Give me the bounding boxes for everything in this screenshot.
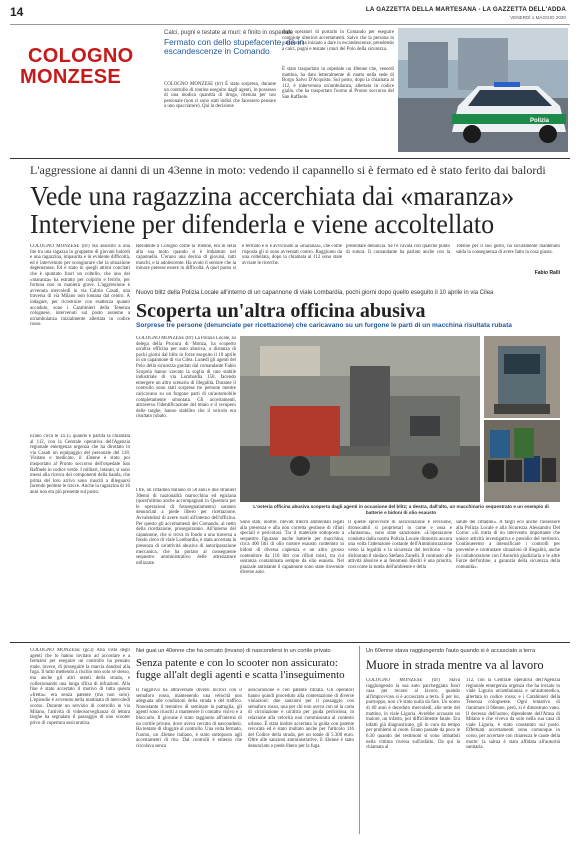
main-story-kicker: L'aggressione ai danni di un 43enne in moto: vedendo il capannello si è fermato ed è stato ferito dai balordi — [30, 163, 546, 177]
section-title-line1: COLOGNO — [28, 45, 134, 67]
machinery-photo — [484, 336, 560, 418]
officina-col5: salute dei cittadini». A fargli eco anche l'assessore alla Polizia Locale e alla Sicurezza Alessandro Del Corno: «Si tratta di un intervento importante che unisce attività investigativa e presidio del territorio. Continueremo a intensificare i controlli per prevenire e contrastare situazioni di illegalità, anche in collaborazione con l'Autorità giudiziaria e le altre Forze dell'ordine, a garanzia della sicurezza della comunità». — [456, 520, 560, 570]
officina-headline: Scoperta un'altra officina abusiva — [136, 300, 426, 322]
officina-col3: Sono stati, inoltre, rilevati illeciti ambientali legati alla presenza e alla non corretta gestione di rifiuti speciali e pericolosi. Tra il materiale sottoposto a sequestro figurano anche batterie per macchina, circa 400 litri di olio motore esausto contenuto in bidoni di diversa capienza e un altro grosso contenitore da 110 litri con rifiuti misti, tra cui sostanza contaminata sempre da olio esausto. Nel piazzale antistante il capannone sono state rinvenute diverse auto. — [240, 520, 344, 576]
section-title — [20, 46, 144, 88]
header-rule — [10, 24, 570, 25]
issue-date: VENERDÌ 1 MAGGIO 2020 — [510, 15, 566, 20]
machinery-illustration — [484, 336, 560, 418]
police-car-illustration — [398, 28, 568, 152]
officina-photo-caption: L'osteria officina abusiva scoperta dagli agenti in occasione del blitz; a destra, dall'alto, un macchinario sequestrato e un esempio di batterie e bidoni di olio esausto — [253, 504, 549, 515]
top-story-col2: degli operatori di portarlo in Comando per eseguire compiute ulteriori accertamenti. Salvo che la persona in questione ha iniziato a dare in escandescenze, prendendo a calci, pugni e testate i muri del Polo della sicurezza. — [282, 30, 394, 52]
top-story-headline: Fermato con dello stupefacente, dà in escandescenze in Comando — [164, 37, 305, 57]
lavoro-kicker: Un 60enne stava raggiungendo l'auto quando si è accasciato a terra — [366, 648, 535, 654]
officina-col2: I tre, un cittadino italiano di 50 anni e due stranieri 30enni di nazionalità marocchina ed egiziana (quest'ultimo anche accompagnati in Questura per le operazioni di fotosegnalamento) saranno denunciati a piede libero per ricettazione. Avvalendosi di avere ruoli all'interno dell'officina. Per questo gli accertamenti del Comando, al netto della ricettazione, proseguiranno. All'interno del capannone, che si trova in fondo a una traversa a fondo cieco di viale Lombardia, è stata accertata la presenza di un'attività abusiva di autoriparazione meccanica, che ha portato al conseguente sequestro amministrativo delle attrezzature utilizzate. — [136, 488, 236, 566]
workshop-photo — [240, 336, 480, 502]
main-story-byline: Fabio Ralli — [534, 270, 560, 276]
main-story-headline-1: Vede una ragazzina accerchiata dai «maranza» — [30, 180, 515, 212]
main-story-col2: Erano circa le 14.15 quando è partita la chiamata al 112, con la Centrale operativa dell'Agenzia regionale emergenza urgenza che ha dirottato in via Casati un equipaggio del personale del 118. Visitato e medicato, il 43enne è stato poi trasportato al Pronto soccorso dell'ospedale San Raffaele in codice verde. I militari, intanto, si sono messi alla ricerca dei componenti della banda, che prima del loro arrivo sono riusciti a dileguarsi facendo perdere le tracce. Anche la ragazzina di 16 anni non era più presente sul posto. — [30, 434, 130, 495]
page-number: 14 — [10, 5, 24, 19]
top-story-col3: È stato trasportato in ospedale un 40enne che, venerdì mattina, ha dato letteralmente di matto nella sede di Borgo Salvo D'Acquisto. Sul posto, dopo la chiamata al 112, è intervenuta un'ambulanza, allertata in codice giallo, che ha trasportato l'uomo al Pronto soccorso del San Raffaele. — [282, 67, 394, 100]
top-story — [164, 30, 394, 153]
scooter-headline: Senza patente e con lo scooter non assicurato: fugge all'alt degli agenti e scatta l'inseguimento — [136, 657, 345, 682]
scooter-col1: COLOGNO MONZESE (gc3) Alla vista degli agenti che lo hanno invitato ad accostare e a fermarsi per eseguire un controllo ha pensato male, invece, di proseguire la marcia dandosi alla fuga. Il tutto mettendo a rischio non solo sé stesso, ma anche gli altri utenti della strada, e collezionando una lunga sfilza di infrazioni. Alla fine è stato accertato il motivo di tutta questa «fretta»: era senza patente (ma non solo). L'episodio è avvenuto nella mattinata di mercoledì scorso. Durante un servizio di controllo in via Milano, l'attività di videosorveglianza di lettura targhe ha segnalato il passaggio di uno scooter privo di copertura assicurativa. — [30, 648, 130, 726]
lavoro-headline: Muore in strada mentre va al lavoro — [366, 658, 544, 672]
lavoro-col2: 112, con la Centrale operativa dell'Agenzia regionale emergenza urgenza che ha inviato in viale Liguria un'ambulanza e un'automedica, allertata in codice rosso; e i Carabinieri della Tenenza cologneese. Ogni tentativo di rianimare il 60enne, però, si è dimostrato vano. Il decesso dell'uomo, dipendente dell'Amsa di Milano e che viveva da solo nella sua casa di viale Liguria, è stato constatato sul posto. Effettuati accertamenti sono comunque in corso, per accertare con chiarezza le cause della morte: la salma è stata affidata all'autorità sanitaria. — [466, 678, 560, 751]
paper-name: LA GAZZETTA DELLA MARTESANA - LA GAZZETTA DELL'ADDA — [365, 6, 566, 13]
main-story-col4: presentare denuncia. Se l'è cavata con qualche punto di sutura. Il comandante ha parlato anche con la 16enne per il suo gesto, ha sicuramente mantenuto salda la conseguenza di avere fatto la cosa giusta. — [346, 244, 560, 255]
scooter-col2: Il fuggitivo ha attraversato diversi incroci con il semaforo rosso, mantenendo una velocità non adeguata alle condizioni della strada e del traffico. Nonostante il tentativo di seminare la pattuglia, gli agenti sono riusciti a mantenere il contatto visivo e a bloccarlo. Il giovane è stato raggiunto all'interno di un cortile privato, dove aveva cercato di nascondersi. Ha tentato di sfuggire al controllo. Una volta fermato, l'uomo, un 43enne italiano, è stato sottoposto agli accertamenti di rito. Dai controlli è emerso che circolava senza — [136, 688, 242, 749]
police-car-photo — [398, 28, 568, 152]
officina-col1: COLOGNO MONZESE (trr) La Polizia Locale, su delega della Procura di Monza, ha scoperto un'altra officina per auto abusiva, a distanza di pochi giorni dal blitz in forze eseguito il 10 aprile in un capannone di via Cilea. Lunedì gli agenti del Polo della sicurezza guidati dal comandante Fabio Scopola hanno varcato la soglia di uno stabile industriale di via Lombardia 150, facendo emergere un altro scenario di illegalità. Durante il controllo sono stati sorprese tre persone mentre caricavano su un furgone parti di un'automobile completamente smontata. Gli accertamenti, attraverso l'identificazione del telaio e il recupero delle targhe, hanno stabilito che il veicolo era risultato rubato. — [136, 336, 236, 420]
officina-kicker: Nuovo blitz della Polizia Locale all'interno di un capannone di viale Lombardia, pochi giorni dopo quello eseguito il 10 aprile in via Cilea — [136, 290, 494, 296]
batteries-photo — [484, 420, 560, 502]
batteries-illustration — [484, 420, 560, 502]
main-story-col3: Residente a Cologno come la 16enne, era in sella alla sua moto quando si è imbattuto nel capannello. C'erano una decina di giovani, tutti maschi, e la adolescente. Ha avuto il sentore che la minore potesse essere in difficoltà. A quel punto si è fermato e si è avvicinato ai «maranza», che come risposta gli si sono avventati contro. Raggiunto da una coltellata, dopo la chiamata al 112 sono state avviate le ricerche. — [136, 244, 342, 272]
lavoro-col1: COLOGNO MONZESE (trr) Stava raggiungendo la sua auto parcheggiata fuori casa per recarsi al lavoro, quando all'improvviso si è accasciato a terra. È per lui, purtroppo, non c'è stato nulla da fare. Un uomo di 60 anni è deceduto mercoledì, alle sette del mattino, in viale Liguria. Avrebbe accusato un malore, un infarto, poi difficilmente fatale. Era infatti già diagnosticato, gli in cura da tempo per problemi al cuore. Erano passate da poco le 6.30 quando dei testimoni si sono imbattuti nella vittima riversa sull'asfalto. Da qui la chiamata al — [366, 678, 460, 751]
scooter-col3: assicurazione e con patente ritirata. Gli operatori hanno quindi proceduto alla contestazione di diverse violazioni: due sanzioni per il passaggio con semaforo rosso, una per chi non aveva con sé la carta di circolazione e un'altra per guida pericolosa, in relazione alla velocità non commisurata al contesto urbano. È stata inoltre accertata la guida con patente revocata ed è stato multato anche per l'articolo 116 del Codice della strada, per un totale di 5.300 euro. Oltre alle sanzioni amministrative, il 43enne è stato denunciato a piede libero per la fuga. — [248, 688, 354, 749]
column-divider — [359, 646, 360, 834]
officina-subheadline: Sorprese tre persone (denunciate per ricettazione) che caricavano su un furgone le parti di un macchina risultata rubata — [136, 322, 512, 329]
main-story-col1: COLOGNO MONZESE (trr) Ha assistito a una lite tra una ragazza in gruppetto di giovani balordi e una ragazzina, impaurita e in evidente difficoltà, ed è intervenuto per scongiurare che la situazione degenerasse. Ed è stato in quegli attimi concitati che è spuntato fuori un coltello, che uno dei «maranza» ha estratto per colpirlo e ferirlo, per fortuna non in maniera grave. L'aggressione è avvenuta mercoledì in via Cabrio Casati, una traversa di via Milano non lontana dal centro. A indagare, per ricostruire con esattezza quanto accaduto, sono i Carabinieri della Tenenza colognese, intervenuti sul posto assieme a un'ambulanza inizialmente allertata in codice rosso. — [30, 244, 130, 328]
svg-text:Polizia: Polizia — [530, 118, 550, 124]
top-story-kicker: Calci, pugni e testate ai muri: è finito in ospedale — [164, 30, 294, 36]
section-title-line2: MONZESE — [20, 66, 121, 88]
workshop-illustration — [240, 336, 480, 502]
main-story-headline-2: Interviene per difenderla e viene accoltellato — [30, 208, 495, 240]
officina-col4: Il quelle sprovviste di assicurazione e revisione, dronocabili si proprietari in carne e ossa e «fantasma», sono state sanzionate. «L'operazione condotta dalla nostra Polizia Locale dimostra ancora una volta l'attenzione costante dell'Amministrazione verso la legalità e la sicurezza del territorio – ha dichiarato il sindaco Stefano Zanelli. Il contrasto alle attività abusive e ai fenomeni illeciti è una priorità, così come la tutela dell'ambiente e della — [348, 520, 452, 570]
rule-1 — [10, 158, 570, 159]
rule-2 — [10, 642, 570, 643]
top-story-col1: COLOGNO MONZESE (trr) È stato sorpreso, durante un controllo di routine eseguito dagli agenti, in possesso di una modica quantità di droga, ritenuta per uso personale (non ci sono stati indizi che facessero pensare a uno spacciatore). Qui la decisione — [164, 82, 276, 110]
scooter-kicker: Nei guai un 40enne che ha cercato (invano) di nascondersi in un cortile privato — [136, 648, 331, 654]
